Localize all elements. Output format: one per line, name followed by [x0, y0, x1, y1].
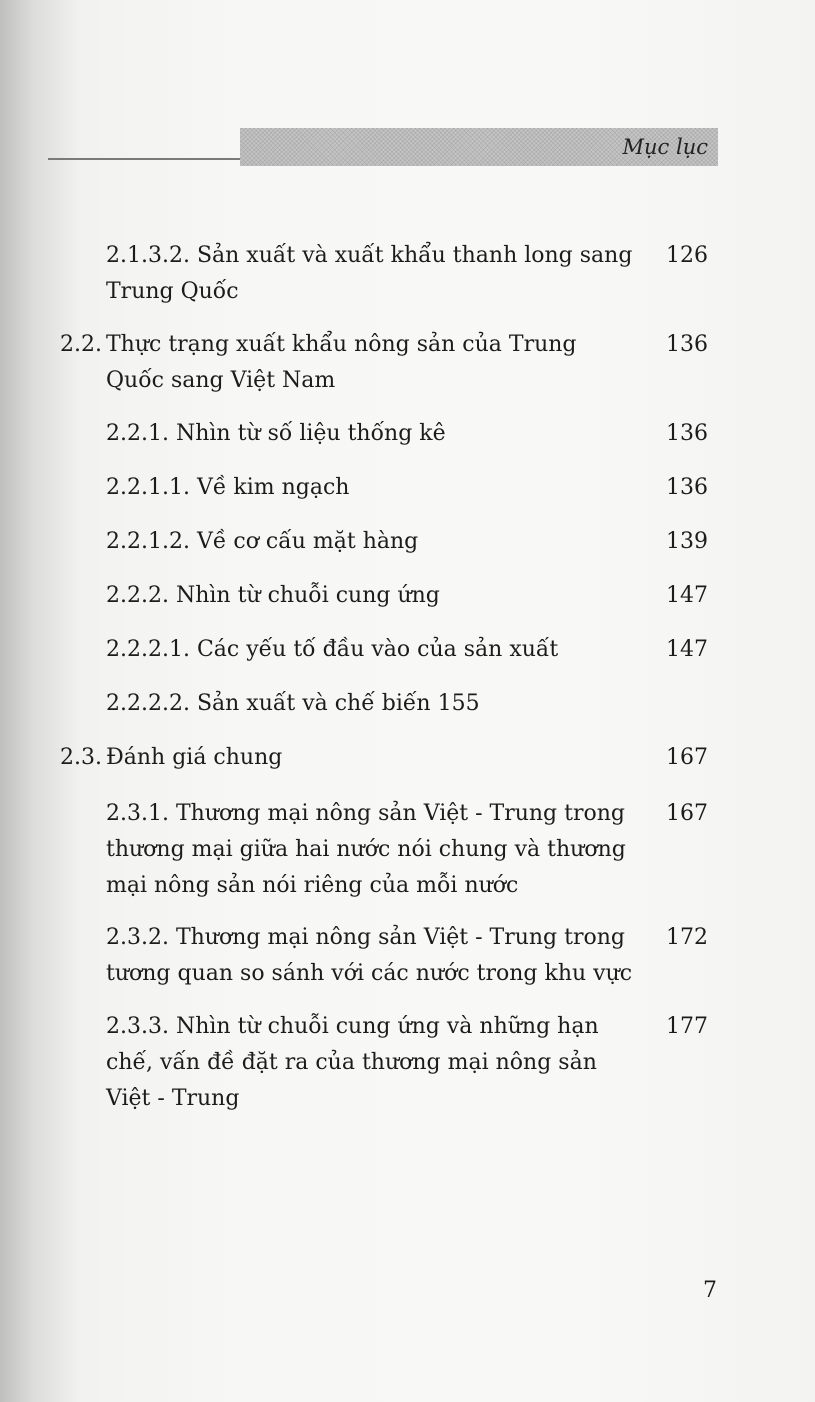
- toc-entry-text-cont: Việt - Trung: [106, 1086, 240, 1111]
- header-bar: [240, 128, 718, 166]
- toc-entry: [106, 740, 282, 776]
- toc-entry: [106, 632, 558, 668]
- toc-entry-text-cont: thương mại giữa hai nước nói chung và thương: [106, 837, 626, 862]
- toc-entry-page: 139: [666, 529, 708, 554]
- toc-entry-text-cont: Quốc sang Việt Nam: [106, 368, 336, 393]
- toc-entry-text: Thực trạng xuất khẩu nông sản của Trung: [106, 332, 577, 357]
- toc-entry-text: 2.2.1. Nhìn từ số liệu thống kê: [106, 421, 446, 446]
- toc-entry-page: 177: [666, 1014, 708, 1039]
- toc-entry: [106, 1009, 599, 1117]
- toc-entry: [106, 327, 577, 399]
- toc-entry: [106, 796, 626, 904]
- toc-entry-text: 2.3.2. Thương mại nông sản Việt - Trung trong: [106, 925, 625, 950]
- toc-entry-number: 2.2.: [60, 332, 102, 357]
- toc-entry: [106, 470, 349, 506]
- toc-entry: [106, 686, 480, 722]
- header-rule: [48, 158, 244, 160]
- toc-entry-page: 167: [666, 745, 708, 770]
- toc-entry-text: 2.3.3. Nhìn từ chuỗi cung ứng và những hạn: [106, 1014, 599, 1039]
- page-number: 7: [703, 1278, 717, 1303]
- toc-entry: [106, 238, 632, 310]
- toc-entry-text: Đánh giá chung: [106, 745, 283, 770]
- toc-entry-text-cont: mại nông sản nói riêng của mỗi nước: [106, 873, 519, 898]
- toc-entry: [106, 416, 446, 452]
- toc-entry-page: 136: [666, 475, 708, 500]
- toc-entry-text: 2.2.1.2. Về cơ cấu mặt hàng: [106, 529, 419, 554]
- toc-entry-page: 136: [666, 421, 708, 446]
- toc-entry: [106, 578, 440, 614]
- toc-entry-text: 2.2.1.1. Về kim ngạch: [106, 475, 350, 500]
- toc-entry-text: 2.3.1. Thương mại nông sản Việt - Trung trong: [106, 801, 625, 826]
- toc-entry-number: 2.3.: [60, 745, 102, 770]
- toc-entry-text: 2.1.3.2. Sản xuất và xuất khẩu thanh long sang: [106, 243, 633, 268]
- toc-entry-page: 126: [666, 243, 708, 268]
- toc-entry-text-cont: tương quan so sánh với các nước trong khu vực: [106, 961, 633, 986]
- toc-entry-text: 2.2.2. Nhìn từ chuỗi cung ứng: [106, 583, 440, 608]
- toc-entry-text-cont: Trung Quốc: [106, 279, 239, 304]
- toc-entry-text: 2.2.2.2. Sản xuất và chế biến 155: [106, 691, 480, 716]
- toc-entry-page: 147: [666, 637, 708, 662]
- toc-entry-page: 167: [666, 801, 708, 826]
- header-title: Mục lục: [622, 135, 708, 159]
- toc-entry-text-cont: chế, vấn đề đặt ra của thương mại nông sản: [106, 1050, 597, 1075]
- toc-entry-page: 147: [666, 583, 708, 608]
- toc-entry-page: 172: [666, 925, 708, 950]
- toc-entry-text: 2.2.2.1. Các yếu tố đầu vào của sản xuất: [106, 637, 559, 662]
- toc-entry-page: 136: [666, 332, 708, 357]
- toc-entry: [106, 524, 418, 560]
- toc-entry: [106, 920, 632, 992]
